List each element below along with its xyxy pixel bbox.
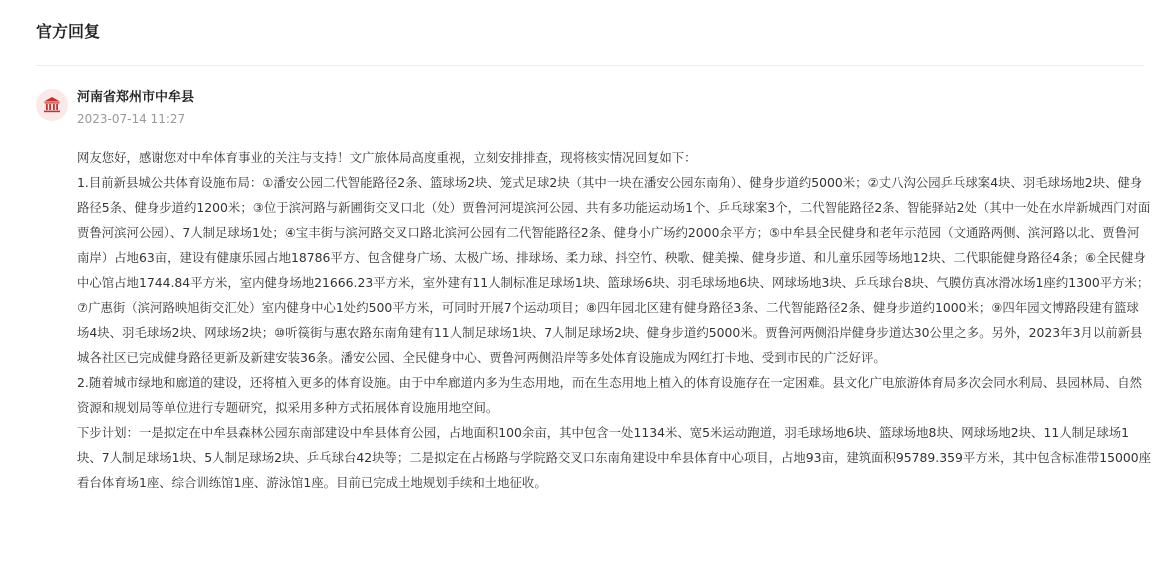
section-divider — [36, 65, 1144, 66]
reply-paragraph-facilities: 1.目前新县城公共体育设施布局：①潘安公园二代智能路径2条、篮球场2块、笼式足球2块（其中一块在潘安公园东南角）、健身步道约5000米；②丈八沟公园乒乓球案4块、羽毛球场地2块、健身路径5条、健身步道约1200米；③位于滨河路与新圃街交叉口北（处）贾鲁河河堤滨河公园、共有多功能运动场1个、乒乓球案3个，二代智能路径2条、智能驿站2处（其中一处在水岸新城西门对面贾鲁河滨河公园）、7人制足球场1处；④宝丰街与滨河路交叉口路北滨河公园有二代智能路径2条、健身小广场约2000余平方；⑤中牟县全民健身和老年示范园（文通路两侧、滨河路以北、贾鲁河南岸）占地63亩，建设有健康乐园占地18786平方、包含健身广场、太极广场、排球场、柔力球、抖空竹、秧歌、健美操、健身步道、和儿童乐园等场地12块、二代职能健身路径4条；⑥全民健身中心馆占地1744.84平方米，室内健身场地21666.23平方米，室外建有11人制标准足球场1块、篮球场6块、羽毛球场地6块、网球场地3块、乒乓球台8块、气膜仿真冰滑冰场1座约1300平方米；⑦广惠街（滨河路映旭街交汇处）室内健身中心1处约500平方米，可同时开展7个运动项目；⑧四年园北区建有健身路径3条、二代智能路径2条、健身步道约1000米；⑨四年园文博路段建有篮球场4块、羽毛球场2块、网球场2块；⑩听篌街与惠农路东南角建有11人制足球场1块、7人制足球场2块、健身步道约5000米。贾鲁河两侧沿岸健身步道达30公里之多。另外，2023年3月以前新县城各社区已完成健身路径更新及新建安装36条。潘安公园、全民健身中心、贾鲁河两侧沿岸等多处体育设施成为网红打卡地、受到市民的广泛好评。 — [77, 175, 1151, 365]
reply-author: 河南省郑州市中牟县 — [77, 90, 195, 105]
reply-content — [77, 145, 1151, 495]
reply-paragraph-next-steps: 下步计划：一是拟定在中牟县森林公园东南部建设中牟县体育公园，占地面积100余亩，其中包含一处1134米、宽5米运动跑道，羽毛球场地6块、篮球场地8块、网球场地2块、11人制足球场1块、7人制足球场1块、5人制足球场2块、乒乓球台42块等；二是拟定在占杨路与学院路交叉口东南角建设中牟县体育中心项目，占地93亩，建筑面积95789.359平方米，其中包含标准带15000座看台体育场1座、综合训练馆1座、游泳馆1座。目前已完成土地规划手续和土地征收。 — [77, 425, 1152, 490]
government-building-icon — [43, 96, 61, 114]
avatar — [36, 89, 68, 121]
reply-paragraph-greeting: 网友您好，感谢您对中牟体育事业的关注与支持！文广旅体局高度重视，立刻安排排查，现将核实情况回复如下： — [77, 150, 697, 165]
reply-paragraph-plans: 2.随着城市绿地和廊道的建设，还将植入更多的体育设施。由于中牟廊道内多为生态用地，而在生态用地上植入的体育设施存在一定困难。县文化广电旅游体育局多次会同水利局、县园林局、自然资源和规划局等单位进行专题研究，拟采用多种方式拓展体育设施用地空间。 — [77, 375, 1143, 415]
section-title: 官方回复 — [36, 22, 101, 41]
reply-timestamp: 2023-07-14 11:27 — [77, 112, 186, 126]
